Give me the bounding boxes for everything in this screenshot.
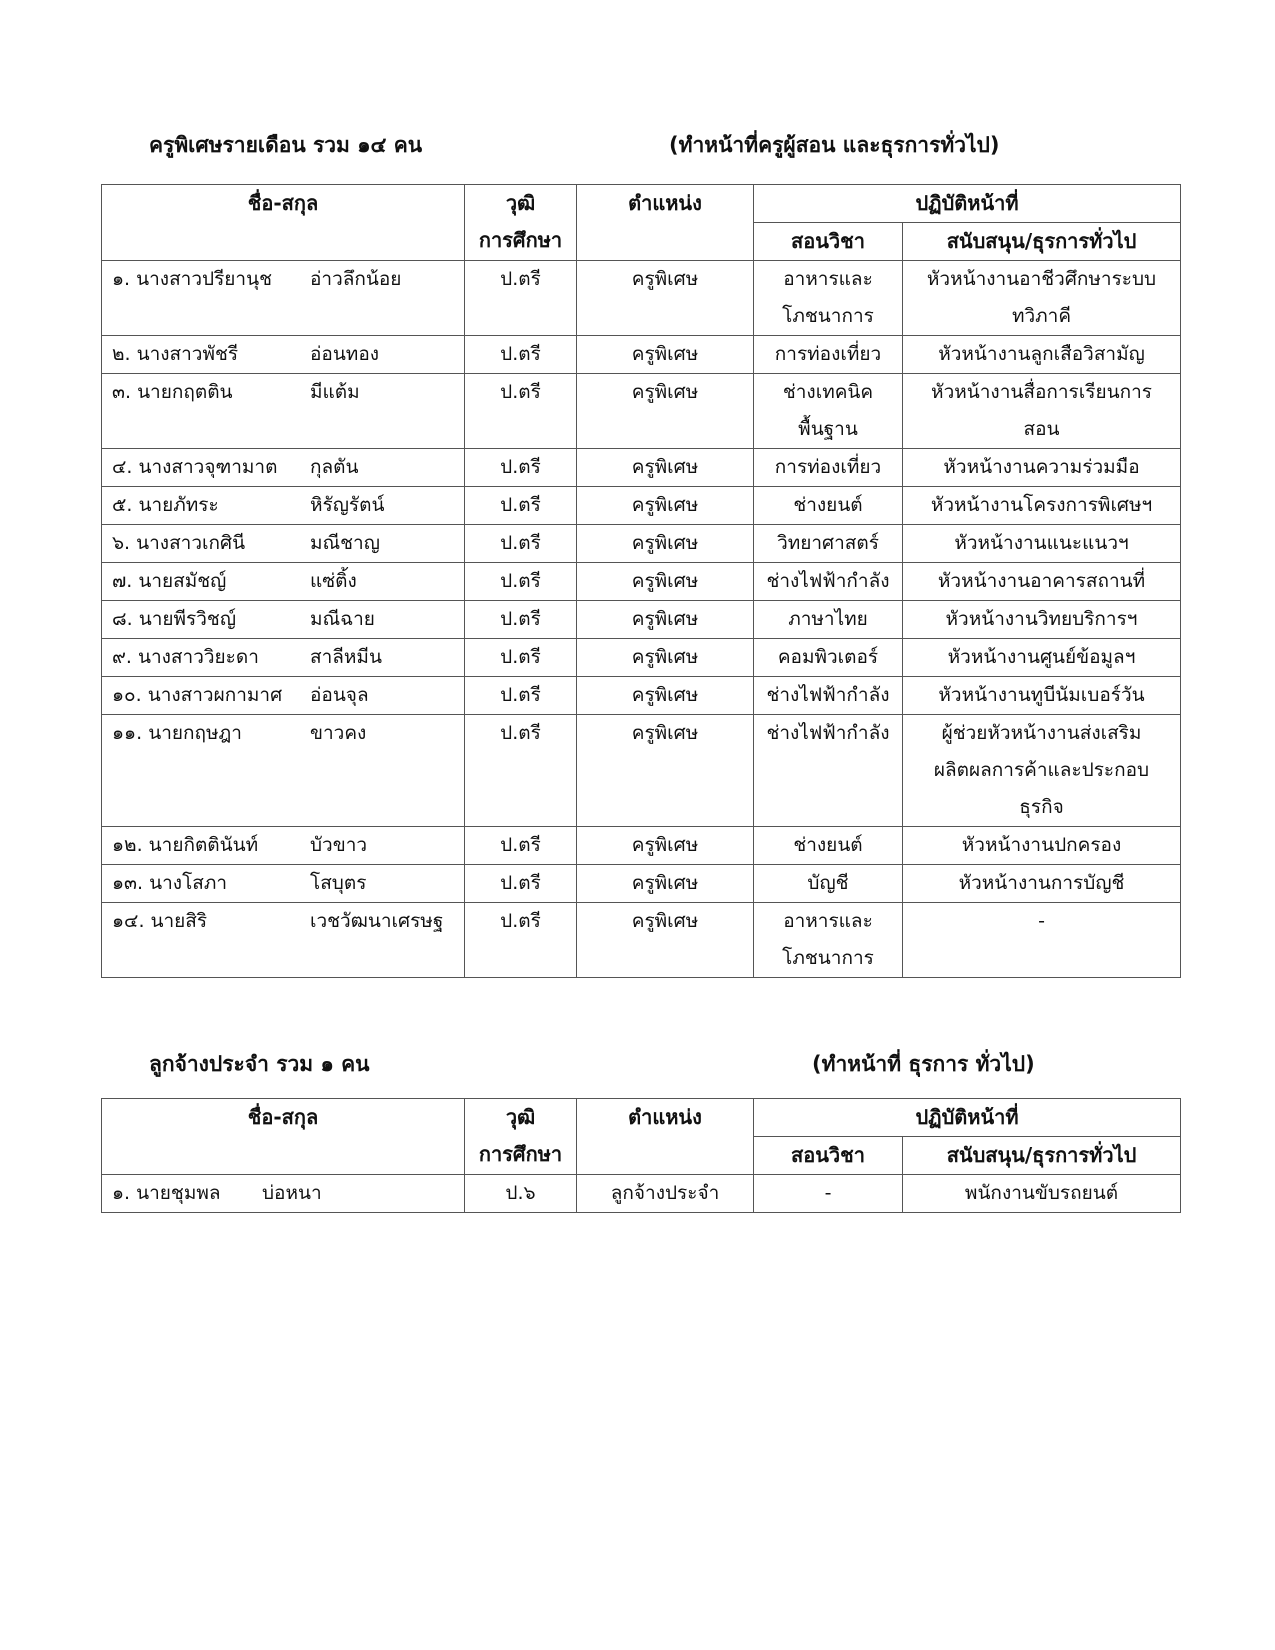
- support-line: ผลิตผลการค้าและประกอบ: [933, 759, 1150, 781]
- support-line: หัวหน้างานอาชีวศึกษาระบบ: [926, 268, 1157, 290]
- teach-cell: [754, 525, 903, 563]
- teach-line: พื้นฐาน: [798, 418, 858, 440]
- first-name: ๑๐. นางสาวผกามาศ: [112, 684, 283, 706]
- qualification-cell: ป.ตรี: [465, 903, 577, 978]
- header-teach: สอนวิชา: [754, 223, 903, 261]
- qualification-cell: ป.ตรี: [465, 601, 577, 639]
- support-line: -: [1038, 910, 1045, 932]
- last-name: เวชวัฒนาเศรษฐ: [310, 910, 444, 932]
- teach-line: การท่องเที่ยว: [774, 456, 882, 478]
- support-line: หัวหน้างานโครงการพิเศษฯ: [930, 494, 1153, 516]
- qualification-cell: ป.๖: [465, 1175, 577, 1213]
- last-name: อ่อนจุล: [310, 684, 369, 706]
- qualification-cell: ป.ตรี: [465, 563, 577, 601]
- support-line: ทวิภาคี: [1011, 305, 1072, 327]
- position-cell: ครูพิเศษ: [577, 827, 754, 865]
- last-name: โสบุตร: [310, 872, 367, 894]
- last-name: กุลตัน: [310, 456, 359, 478]
- teach-cell: [754, 903, 903, 978]
- position-cell: ครูพิเศษ: [577, 336, 754, 374]
- position-cell: ครูพิเศษ: [577, 601, 754, 639]
- support-line: หัวหน้างานลูกเสือวิสามัญ: [938, 343, 1145, 365]
- teach-cell: [754, 336, 903, 374]
- table-row: [102, 677, 1181, 715]
- first-name: ๑๓. นางโสภา: [112, 872, 228, 894]
- section-2-heading: ลูกจ้างประจำ รวม ๑ คน: [149, 1052, 370, 1076]
- teach-cell: [754, 487, 903, 525]
- section-2-subheading: (ทำหน้าที่ ธุรการ ทั่วไป): [812, 1052, 1035, 1076]
- teach-line: บัญชี: [807, 872, 849, 894]
- support-line: สอน: [1023, 418, 1060, 440]
- teach-line: -: [824, 1182, 832, 1204]
- table-row: [102, 487, 1181, 525]
- first-name: ๙. นางสาววิยะดา: [112, 646, 259, 668]
- name-cell: [102, 1175, 465, 1213]
- teach-cell: [754, 449, 903, 487]
- table-row: [102, 903, 1181, 978]
- last-name: หิรัญรัตน์: [310, 494, 385, 516]
- support-line: หัวหน้างานวิทยบริการฯ: [945, 608, 1138, 630]
- header-support: สนับสนุน/ธุรการทั่วไป: [903, 1137, 1181, 1175]
- teach-cell: [754, 827, 903, 865]
- first-name: ๑๔. นายสิริ: [112, 910, 208, 932]
- position-cell: ครูพิเศษ: [577, 374, 754, 449]
- support-line: หัวหน้างานทูบีนัมเบอร์วัน: [938, 684, 1145, 706]
- teach-cell: [754, 677, 903, 715]
- teach-cell: [754, 563, 903, 601]
- position-cell: ครูพิเศษ: [577, 487, 754, 525]
- table-row: [102, 449, 1181, 487]
- support-cell: [903, 487, 1181, 525]
- header-name: ชื่อ-สกุล: [102, 1099, 465, 1175]
- teach-cell: [754, 715, 903, 827]
- support-line: หัวหน้างานอาคารสถานที่: [937, 570, 1146, 592]
- teach-cell: [754, 601, 903, 639]
- first-name: ๗. นายสมัชญ์: [112, 570, 227, 592]
- position-cell: ครูพิเศษ: [577, 261, 754, 336]
- teach-line: การท่องเที่ยว: [774, 343, 882, 365]
- teach-cell: [754, 261, 903, 336]
- qualification-cell: ป.ตรี: [465, 525, 577, 563]
- header-name: ชื่อ-สกุล: [102, 185, 465, 261]
- qualification-cell: ป.ตรี: [465, 449, 577, 487]
- name-cell: [102, 715, 465, 827]
- name-cell: [102, 903, 465, 978]
- qualification-cell: ป.ตรี: [465, 827, 577, 865]
- teach-line: โภชนาการ: [782, 947, 874, 969]
- table-row: [102, 261, 1181, 336]
- position-cell: ครูพิเศษ: [577, 563, 754, 601]
- position-cell: ครูพิเศษ: [577, 715, 754, 827]
- position-cell: ครูพิเศษ: [577, 525, 754, 563]
- position-cell: ครูพิเศษ: [577, 865, 754, 903]
- table-row: [102, 525, 1181, 563]
- table-row: [102, 336, 1181, 374]
- teach-cell: [754, 639, 903, 677]
- header-qualification: วุฒิ การศึกษา: [465, 185, 577, 261]
- name-cell: [102, 374, 465, 449]
- header-support: สนับสนุน/ธุรการทั่วไป: [903, 223, 1181, 261]
- table-row: [102, 865, 1181, 903]
- header-duty: ปฏิบัติหน้าที่: [754, 185, 1181, 223]
- position-cell: ครูพิเศษ: [577, 639, 754, 677]
- name-cell: [102, 639, 465, 677]
- last-name: อ่อนทอง: [310, 343, 380, 365]
- name-cell: [102, 449, 465, 487]
- last-name: แซ่ติ้ง: [310, 570, 357, 592]
- support-line: หัวหน้างานแนะแนวฯ: [954, 532, 1129, 554]
- section-1-heading: ครูพิเศษรายเดือน รวม ๑๔ คน: [149, 133, 423, 157]
- last-name: ขาวคง: [310, 722, 367, 744]
- first-name: ๑๑. นายกฤษฎา: [112, 722, 242, 744]
- teach-line: ช่างยนต์: [793, 834, 863, 856]
- support-cell: [903, 336, 1181, 374]
- first-name: ๑. นางสาวปรียานุช: [112, 268, 272, 290]
- name-cell: [102, 677, 465, 715]
- teach-line: อาหารและ: [783, 910, 873, 932]
- position-cell: ครูพิเศษ: [577, 677, 754, 715]
- support-cell: [903, 601, 1181, 639]
- support-line: หัวหน้างานศูนย์ข้อมูลฯ: [947, 646, 1136, 668]
- header-position: ตำแหน่ง: [577, 1099, 754, 1175]
- qualification-cell: ป.ตรี: [465, 336, 577, 374]
- last-name: มณีชาญ: [310, 532, 380, 554]
- teach-line: คอมพิวเตอร์: [777, 646, 879, 668]
- first-name: ๑. นายชุมพล: [112, 1182, 221, 1204]
- table-row: [102, 639, 1181, 677]
- last-name: สาลีหมีน: [310, 646, 382, 668]
- last-name: บัวขาว: [310, 834, 368, 856]
- teach-cell: [754, 865, 903, 903]
- name-cell: [102, 487, 465, 525]
- support-cell: [903, 374, 1181, 449]
- name-cell: [102, 827, 465, 865]
- support-cell: [903, 563, 1181, 601]
- qualification-cell: ป.ตรี: [465, 865, 577, 903]
- support-line: พนักงานขับรถยนต์: [964, 1182, 1119, 1204]
- support-cell: [903, 639, 1181, 677]
- support-cell: [903, 677, 1181, 715]
- position-cell: ครูพิเศษ: [577, 449, 754, 487]
- name-cell: [102, 563, 465, 601]
- first-name: ๓. นายกฤตติน: [112, 381, 233, 403]
- name-cell: [102, 336, 465, 374]
- table-row: [102, 374, 1181, 449]
- support-cell: [903, 261, 1181, 336]
- support-line: หัวหน้างานปกครอง: [961, 834, 1122, 856]
- teach-line: ภาษาไทย: [788, 608, 868, 630]
- qualification-cell: ป.ตรี: [465, 261, 577, 336]
- teach-line: ช่างไฟฟ้ากำลัง: [766, 722, 890, 744]
- name-cell: [102, 525, 465, 563]
- last-name: อ่าวลึกน้อย: [310, 268, 402, 290]
- name-cell: [102, 601, 465, 639]
- teach-line: ช่างเทคนิค: [782, 381, 874, 403]
- header-position: ตำแหน่ง: [577, 185, 754, 261]
- support-line: ผู้ช่วยหัวหน้างานส่งเสริม: [941, 722, 1142, 744]
- support-cell: [903, 827, 1181, 865]
- teach-cell: [754, 1175, 903, 1213]
- header-qualification: วุฒิ การศึกษา: [465, 1099, 577, 1175]
- permanent-employee-table: [101, 1098, 1181, 1213]
- first-name: ๑๒. นายกิตตินันท์: [112, 834, 259, 856]
- first-name: ๕. นายภัทระ: [112, 494, 219, 516]
- teach-line: ช่างไฟฟ้ากำลัง: [766, 684, 890, 706]
- qualification-cell: ป.ตรี: [465, 374, 577, 449]
- table-row: [102, 601, 1181, 639]
- name-cell: [102, 865, 465, 903]
- first-name: ๒. นางสาวพัชรี: [112, 343, 239, 365]
- table-row: [102, 1175, 1181, 1213]
- teach-line: ช่างไฟฟ้ากำลัง: [766, 570, 890, 592]
- support-cell: [903, 1175, 1181, 1213]
- section-1-subheading: (ทำหน้าที่ครูผู้สอน และธุรการทั่วไป): [669, 133, 1000, 157]
- teach-line: โภชนาการ: [782, 305, 874, 327]
- support-cell: [903, 865, 1181, 903]
- table-row: [102, 827, 1181, 865]
- position-cell: ลูกจ้างประจำ: [577, 1175, 754, 1213]
- header-teach: สอนวิชา: [754, 1137, 903, 1175]
- header-duty: ปฏิบัติหน้าที่: [754, 1099, 1181, 1137]
- support-line: ธุรกิจ: [1019, 796, 1064, 818]
- teach-line: ช่างยนต์: [793, 494, 863, 516]
- qualification-cell: ป.ตรี: [465, 715, 577, 827]
- special-teachers-table: [101, 184, 1181, 978]
- first-name: ๖. นางสาวเกศินี: [112, 532, 246, 554]
- table-row: [102, 563, 1181, 601]
- support-cell: [903, 525, 1181, 563]
- table-row: [102, 715, 1181, 827]
- teach-line: อาหารและ: [783, 268, 873, 290]
- position-cell: ครูพิเศษ: [577, 903, 754, 978]
- qualification-cell: ป.ตรี: [465, 639, 577, 677]
- support-cell: [903, 903, 1181, 978]
- support-line: หัวหน้างานการบัญชี: [958, 872, 1125, 894]
- last-name: มณีฉาย: [310, 608, 375, 630]
- support-cell: [903, 449, 1181, 487]
- teach-line: วิทยาศาสตร์: [777, 532, 879, 554]
- name-cell: [102, 261, 465, 336]
- teach-cell: [754, 374, 903, 449]
- support-line: หัวหน้างานความร่วมมือ: [943, 456, 1140, 478]
- first-name: ๔. นางสาวจุฑามาต: [112, 456, 278, 478]
- last-name: มีแต้ม: [310, 381, 360, 403]
- last-name: บ่อหนา: [262, 1182, 322, 1204]
- first-name: ๘. นายพีรวิชญ์: [112, 608, 237, 630]
- support-cell: [903, 715, 1181, 827]
- qualification-cell: ป.ตรี: [465, 677, 577, 715]
- support-line: หัวหน้างานสื่อการเรียนการ: [931, 381, 1152, 403]
- qualification-cell: ป.ตรี: [465, 487, 577, 525]
